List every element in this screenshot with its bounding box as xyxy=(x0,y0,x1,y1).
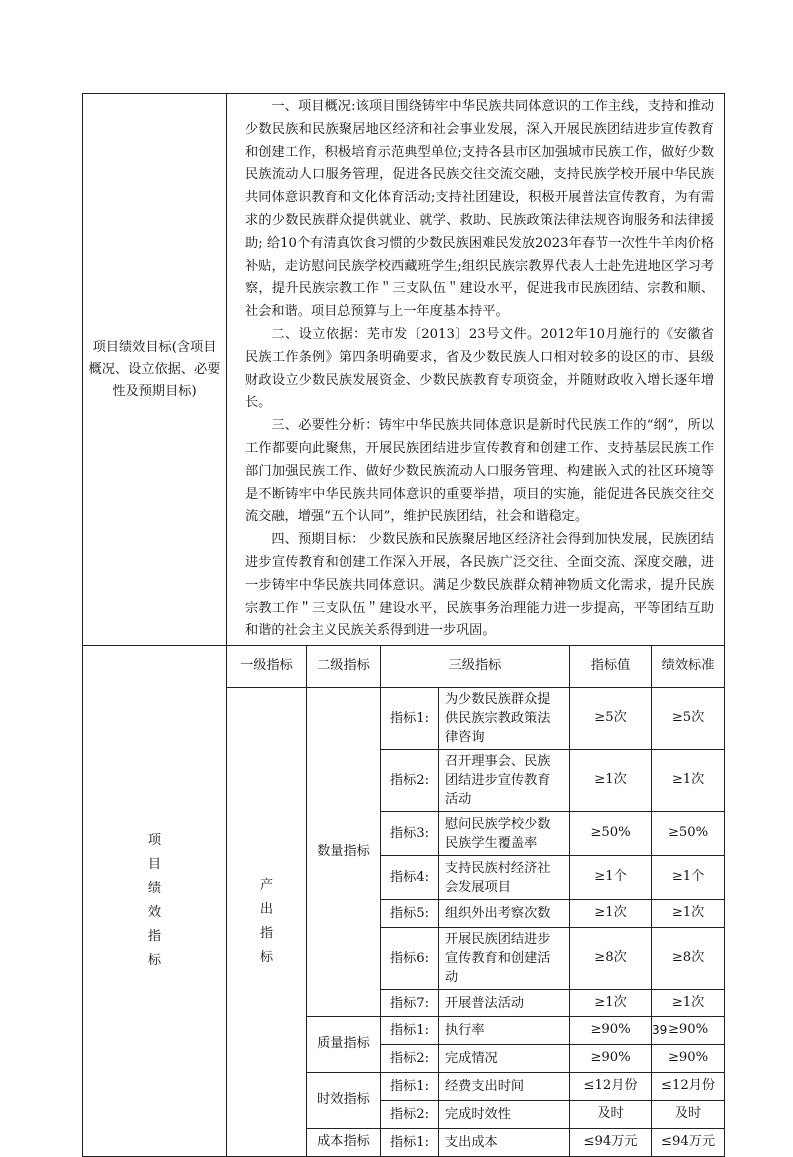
indicator-value: ≥1次 xyxy=(570,990,652,1017)
indicator-standard: ≥5次 xyxy=(652,688,725,750)
indicator-standard: ≥1次 xyxy=(652,990,725,1017)
indicator-desc: 为少数民族群众提供民族宗教政策法律咨询 xyxy=(439,688,570,750)
indicator-desc: 支出成本 xyxy=(439,1129,570,1157)
overview-paragraph-1: 一、项目概况:该项目围绕铸牢中华民族共同体意识的工作主线，支持和推动少数民族和民族聚居地区经济和社会事业发展，深入开展民族团结进步宣传教育和创建工作，积极培育示范典型单位;支持各县市区加强城市民族工作，做好少数民族流动人口服务管理，促进各民族交往交流交融，支持民族学校开展中华民族共同体意识教育和文化体育活动;支持社团建设，积极开展普法宣传教育，为有需求的少数民族群众提供就业、就学、救助、民族政策法律法规咨询服务和法律援助; 给10个有清真饮食习惯的少数民族困难民发放2023年春节一次性牛羊肉价格补贴，走访慰问民族学校西藏班学生;组织民族宗教界代表人士赴先进地区学习考察，提升民族宗教工作＂三支队伍＂建设水平，促进我市民族团结、宗教和顺、社会和谐。项目总预算与上一年度基本持平。 xyxy=(245,99,715,320)
indicator-index: 指标6: xyxy=(381,928,439,990)
output-label xyxy=(227,688,307,1157)
overview-row xyxy=(83,94,725,646)
group-name: 质量指标 xyxy=(307,1017,381,1073)
indicator-value: ≥90% xyxy=(570,1017,652,1045)
indicator-desc: 完成时效性 xyxy=(439,1101,570,1129)
overview-paragraph-3: 三、必要性分析：铸牢中华民族共同体意识是新时代民族工作的“纲”，所以工作都要向此聚焦，开展民族团结进步宣传教育和创建工作、支持基层民族工作部门加强民族工作、做好少数民族流动人口服务管理、构建嵌入式的社区环境等是不断铸牢中华民族共同体意识的重要举措，项目的实施，能促进各民族交往交流交融，增强“五个认同”，维护民族团结，社会和谐稳定。 xyxy=(245,418,715,525)
header-value: 指标值 xyxy=(570,646,652,688)
header-level3: 三级指标 xyxy=(381,646,570,688)
indicator-standard: ≤94万元 xyxy=(652,1129,725,1157)
indicator-standard: ≥8次 xyxy=(652,928,725,990)
indicator-standard: ≥1次 xyxy=(652,750,725,812)
overview-label: 项目绩效目标(含项目概况、设立依据、必要性及预期目标) xyxy=(83,94,227,646)
output-label-text: 产出指标 xyxy=(259,878,274,966)
indicator-value: ≥5次 xyxy=(570,688,652,750)
indicator-desc: 完成情况 xyxy=(439,1045,570,1073)
indicator-index: 指标1: xyxy=(381,1017,439,1045)
indicator-value: ≥90% xyxy=(570,1045,652,1073)
indicator-index: 指标1: xyxy=(381,1129,439,1157)
header-row xyxy=(83,646,725,688)
indicator-index: 指标1: xyxy=(381,688,439,750)
indicator-value: ≤94万元 xyxy=(570,1129,652,1157)
indicator-index: 指标1: xyxy=(381,1073,439,1101)
indicator-desc: 开展普法活动 xyxy=(439,990,570,1017)
indicator-index: 指标7: xyxy=(381,990,439,1017)
indicator-desc: 召开理事会、民族团结进步宣传教育活动 xyxy=(439,750,570,812)
header-standard: 绩效标准 xyxy=(652,646,725,688)
indicator-index: 指标5: xyxy=(381,900,439,928)
indicator-value: ≥1次 xyxy=(570,750,652,812)
group-name: 时效指标 xyxy=(307,1073,381,1129)
performance-table xyxy=(82,93,725,1157)
indicator-standard: ≥90% xyxy=(652,1017,725,1045)
page-number: 39 xyxy=(652,1023,668,1037)
perf-label-text: 项目绩效指标 xyxy=(147,833,162,969)
indicator-index: 指标2: xyxy=(381,750,439,812)
indicator-index: 指标2: xyxy=(381,1045,439,1073)
group-name: 成本指标 xyxy=(307,1129,381,1157)
indicator-value: ≥8次 xyxy=(570,928,652,990)
group-name: 数量指标 xyxy=(307,688,381,1017)
perf-label xyxy=(83,646,227,1157)
header-level2: 二级指标 xyxy=(307,646,381,688)
indicator-index: 指标4: xyxy=(381,856,439,900)
indicator-standard: ≥50% xyxy=(652,812,725,856)
indicator-index: 指标3: xyxy=(381,812,439,856)
indicator-standard: ≥1次 xyxy=(652,900,725,928)
indicator-desc: 组织外出考察次数 xyxy=(439,900,570,928)
indicator-value: ≥50% xyxy=(570,812,652,856)
indicator-standard: ≥1个 xyxy=(652,856,725,900)
indicator-index: 指标2: xyxy=(381,1101,439,1129)
header-level1: 一级指标 xyxy=(227,646,307,688)
indicator-value: ≥1个 xyxy=(570,856,652,900)
indicator-standard: ≤12月份 xyxy=(652,1073,725,1101)
indicator-desc: 执行率 xyxy=(439,1017,570,1045)
indicator-desc: 经费支出时间 xyxy=(439,1073,570,1101)
indicator-desc: 支持民族村经济社会发展项目 xyxy=(439,856,570,900)
overview-paragraph-4: 四、预期目标： 少数民族和民族聚居地区经济社会得到加快发展，民族团结进步宣传教育和创建工作深入开展，各民族广泛交往、全面交流、深度交融，进一步铸牢中华民族共同体意识。满足少数民族群众精神物质文化需求，提升民族宗教工作＂三支队伍＂建设水平，民族事务治理能力进一步提高，平等团结互助和谐的社会主义民族关系得到进一步巩固。 xyxy=(245,532,715,639)
indicator-value: 及时 xyxy=(570,1101,652,1129)
indicator-standard: ≥90% xyxy=(652,1045,725,1073)
indicator-value: ≥1次 xyxy=(570,900,652,928)
indicator-value: ≤12月份 xyxy=(570,1073,652,1101)
overview-paragraph-2: 二、设立依据：芜市发〔2013〕23号文件。2012年10月施行的《安徽省民族工作条例》第四条明确要求，省及少数民族人口相对较多的设区的市、县级财政设立少数民族发展资金、少数民族教育专项资金，并随财政收入增长逐年增长。 xyxy=(245,326,715,411)
indicator-desc: 开展民族团结进步宣传教育和创建活动 xyxy=(439,928,570,990)
overview-content xyxy=(227,94,725,646)
indicator-desc: 慰问民族学校少数民族学生覆盖率 xyxy=(439,812,570,856)
indicator-standard: 及时 xyxy=(652,1101,725,1129)
